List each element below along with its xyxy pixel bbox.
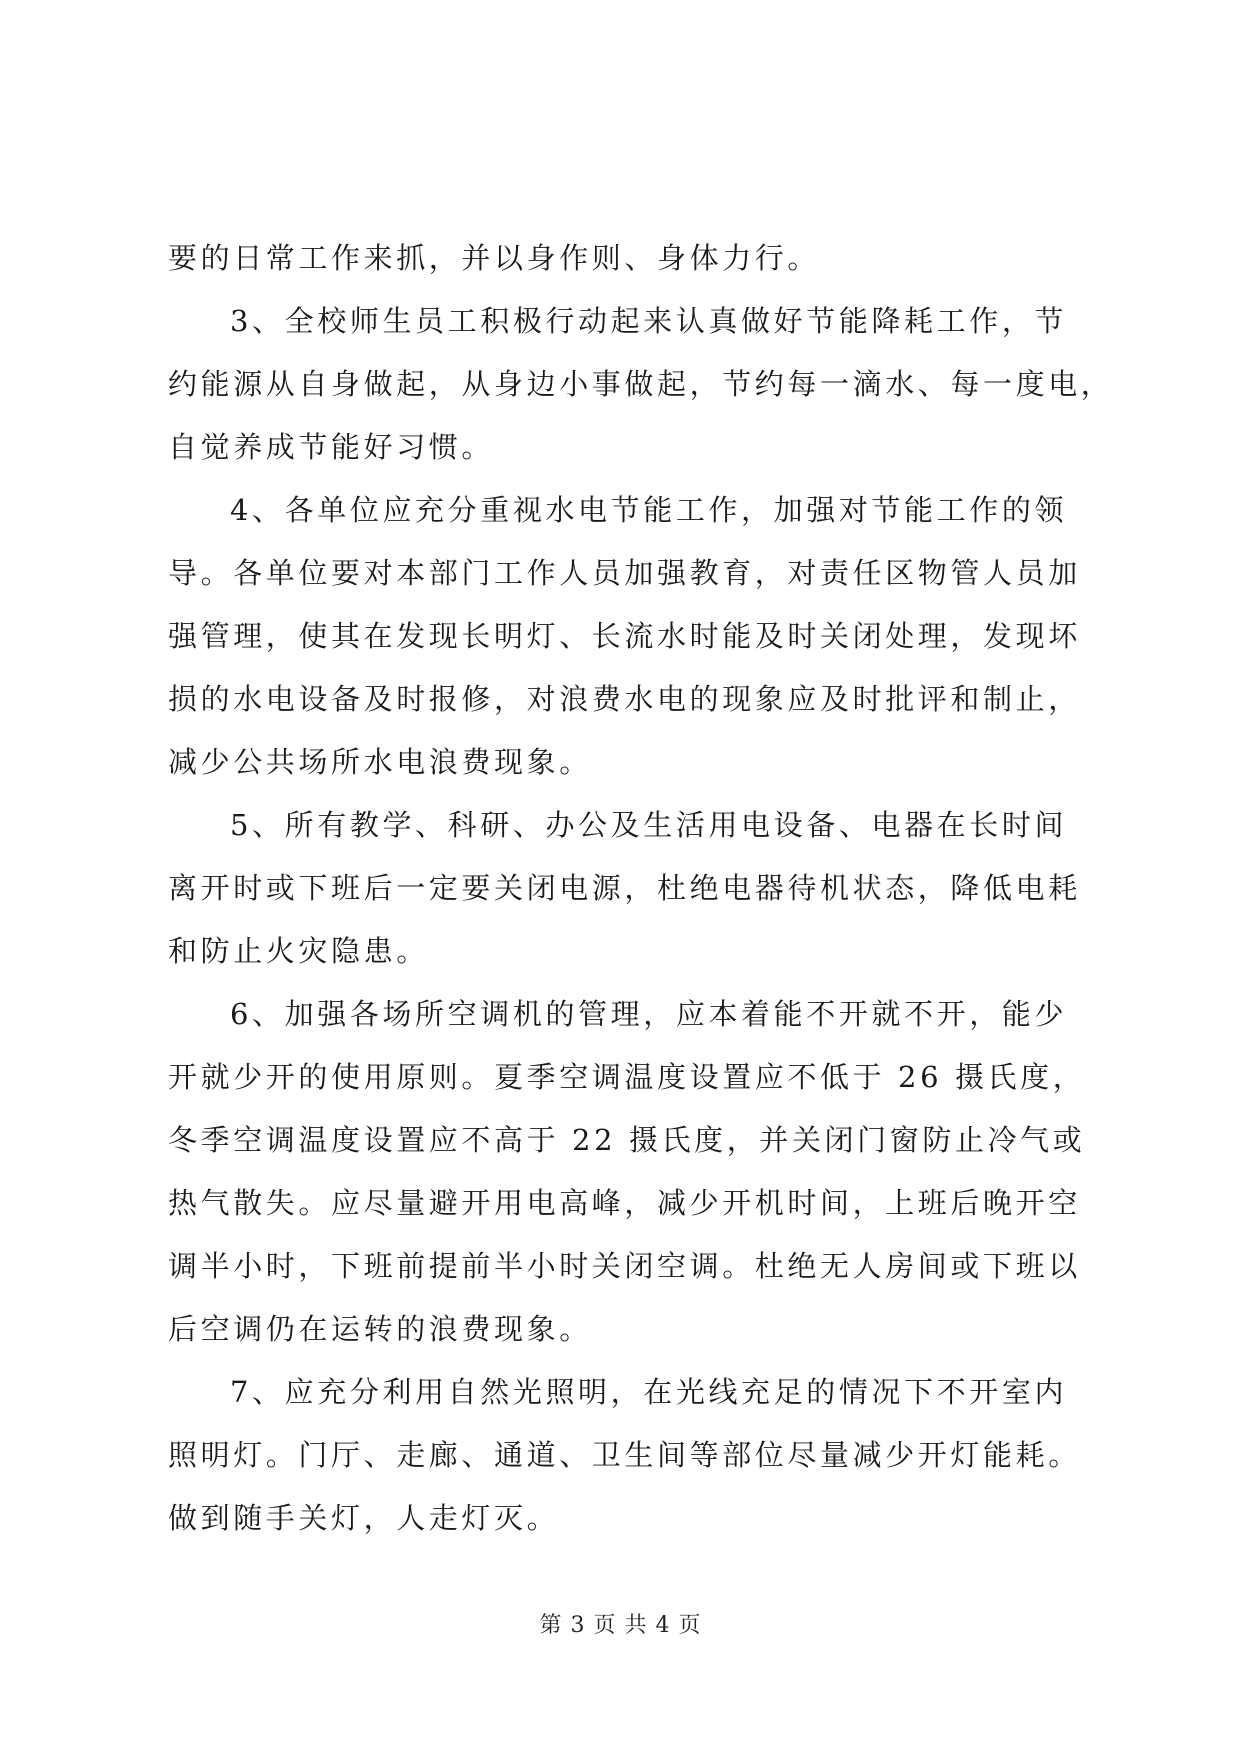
document-body <box>168 227 1114 1550</box>
text-line: 4、各单位应充分重视水电节能工作，加强对节能工作的领 <box>230 493 1068 527</box>
text-line: 照明灯。门厅、走廊、通道、卫生间等部位尽量减少开灯能耗。 <box>168 1438 1081 1472</box>
text-line: 损的水电设备及时报修，对浪费水电的现象应及时批评和制止， <box>168 682 1081 716</box>
text-line: 减少公共场所水电浪费现象。 <box>168 745 592 779</box>
text-line: 调半小时，下班前提前半小时关闭空调。杜绝无人房间或下班以 <box>168 1249 1081 1283</box>
text-line: 冬季空调温度设置应不高于 22 摄氏度，并关闭门窗防止冷气或 <box>168 1123 1086 1157</box>
text-line: 后空调仍在运转的浪费现象。 <box>168 1312 592 1346</box>
text-line: 开就少开的使用原则。夏季空调温度设置应不低于 26 摄氏度， <box>168 1060 1086 1094</box>
text-line: 热气散失。应尽量避开用电高峰，减少开机时间，上班后晚开空 <box>168 1186 1081 1220</box>
text-line: 7、应充分利用自然光照明，在光线充足的情况下不开室内 <box>230 1375 1068 1409</box>
text-line: 5、所有教学、科研、办公及生活用电设备、电器在长时间 <box>230 808 1068 842</box>
text-line: 约能源从自身做起，从身边小事做起，节约每一滴水、每一度电， <box>168 367 1114 401</box>
page-number-footer: 第 3 页 共 4 页 <box>539 1613 702 1638</box>
text-line: 3、全校师生员工积极行动起来认真做好节能降耗工作，节 <box>230 304 1068 338</box>
text-line: 自觉养成节能好习惯。 <box>168 430 495 464</box>
text-line: 要的日常工作来抓，并以身作则、身体力行。 <box>168 241 821 275</box>
text-line: 做到随手关灯，人走灯灭。 <box>168 1501 560 1535</box>
text-line: 和防止火灾隐患。 <box>168 934 429 968</box>
text-line: 离开时或下班后一定要关闭电源，杜绝电器待机状态，降低电耗 <box>168 871 1081 905</box>
text-line: 6、加强各场所空调机的管理，应本着能不开就不开，能少 <box>230 997 1068 1031</box>
text-line: 导。各单位要对本部门工作人员加强教育，对责任区物管人员加 <box>168 556 1081 590</box>
text-line: 强管理，使其在发现长明灯、长流水时能及时关闭处理，发现坏 <box>168 619 1081 653</box>
